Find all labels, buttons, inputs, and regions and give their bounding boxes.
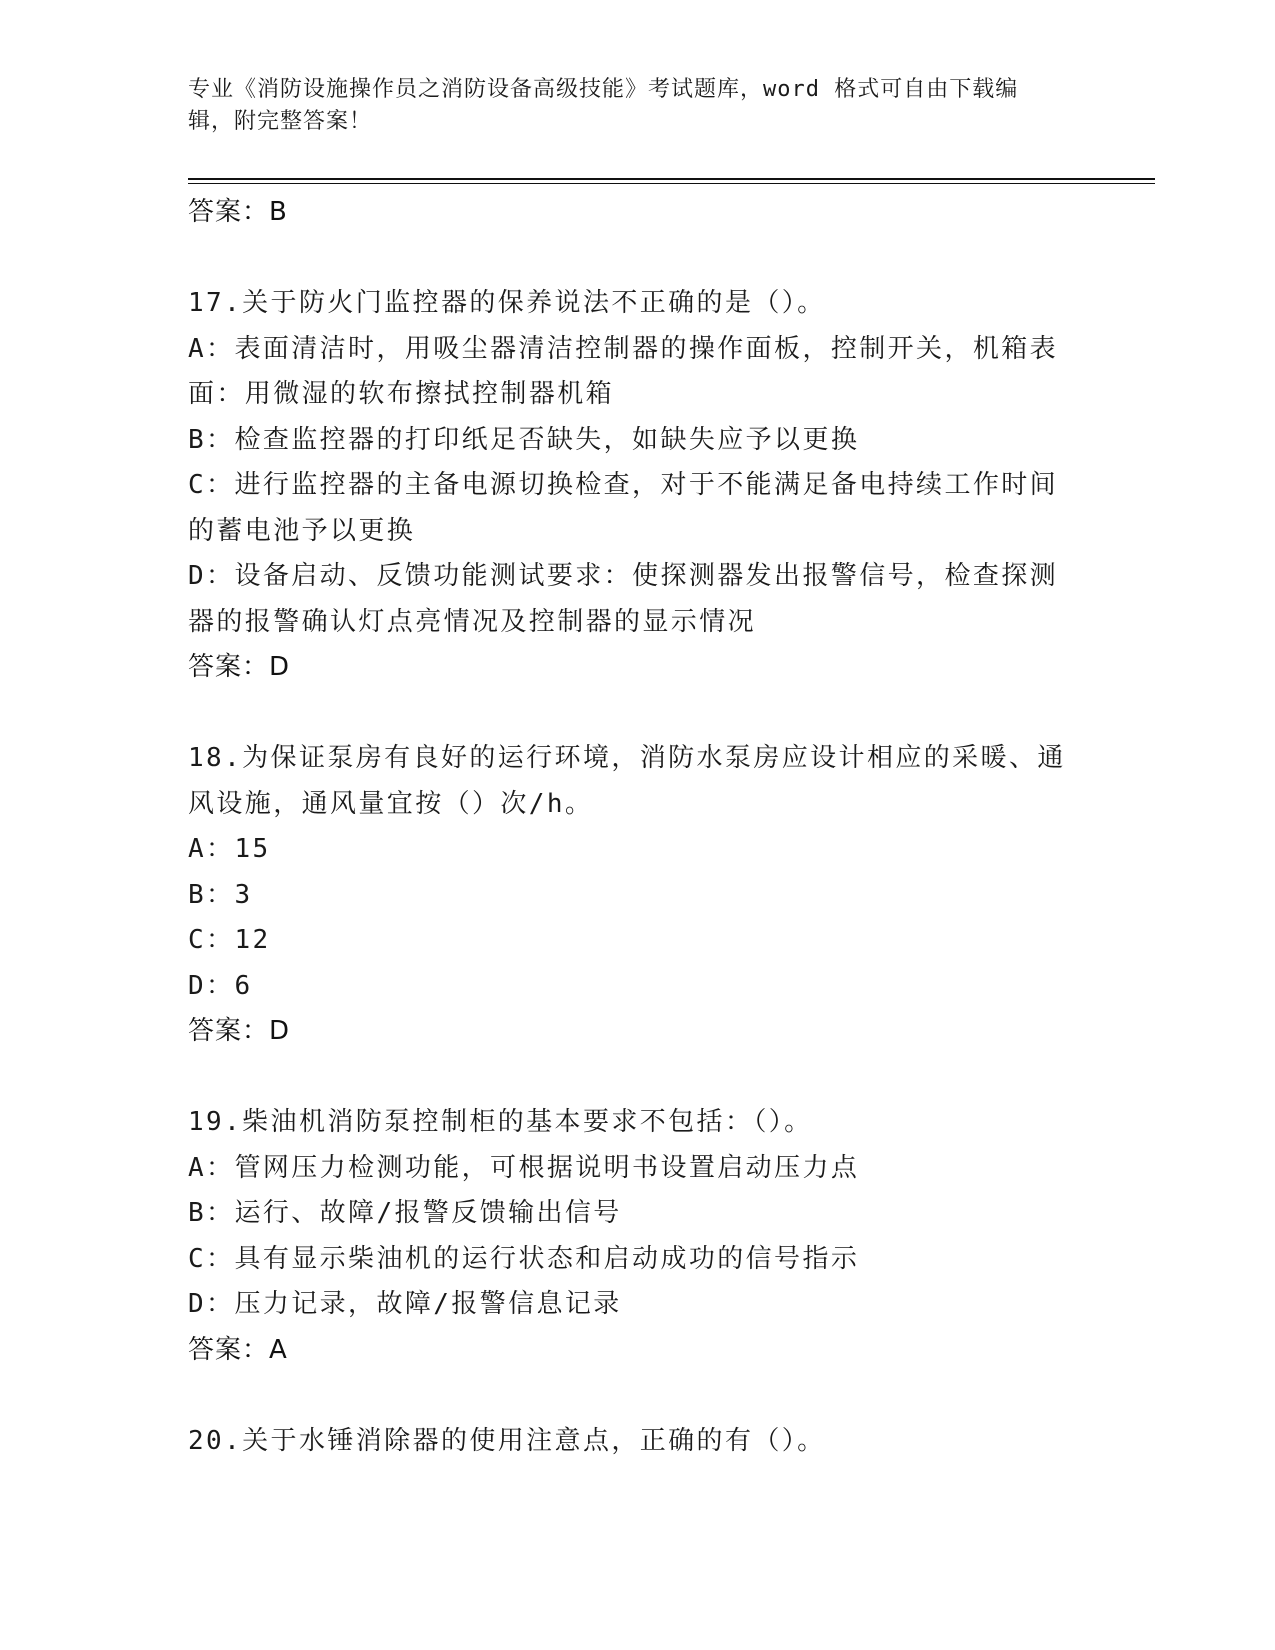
- question-stem: 17.关于防火门监控器的保养说法不正确的是（）。: [188, 288, 826, 318]
- question-stem: 19.柴油机消防泵控制柜的基本要求不包括：（）。: [188, 1107, 813, 1137]
- option-d: D：设备启动、反馈功能测试要求：使探测器发出报警信号，检查探测: [188, 561, 1059, 591]
- header-rule-thin: [188, 183, 1155, 184]
- question-stem: 20.关于水锤消除器的使用注意点，正确的有（）。: [188, 1425, 826, 1456]
- spacer: [188, 1373, 1078, 1419]
- question-18: [188, 736, 1078, 1055]
- spacer: [188, 236, 1078, 282]
- header-line-1: 专业《消防设施操作员之消防设备高级技能》考试题库，word 格式可自由下载编: [188, 77, 1019, 102]
- spacer: [188, 1055, 1078, 1101]
- question-17: [188, 281, 1078, 691]
- option-b: B：3: [188, 879, 253, 910]
- answer-16: 答案：B: [188, 197, 288, 227]
- answer: 答案：A: [188, 1334, 288, 1365]
- question-stem: 18.为保证泵房有良好的运行环境，消防水泵房应设计相应的采暖、通: [188, 743, 1066, 773]
- option-a: A：表面清洁时，用吸尘器清洁控制器的操作面板，控制开关，机箱表: [188, 333, 1059, 364]
- question-stem-continued: 风设施，通风量宜按（）次/h。: [188, 788, 594, 819]
- header-line-2: 辑，附完整答案！: [188, 109, 373, 134]
- option-a: A：15: [188, 834, 271, 864]
- option-d: D：压力记录，故障/报警信息记录: [188, 1289, 622, 1319]
- answer: 答案：D: [188, 1016, 291, 1046]
- option-d: D：6: [188, 970, 253, 1001]
- option-c-continued: 的蓄电池予以更换: [188, 515, 416, 546]
- option-c: C：具有显示柴油机的运行状态和启动成功的信号指示: [188, 1243, 860, 1274]
- spacer: [188, 691, 1078, 737]
- answer: 答案：D: [188, 652, 291, 682]
- option-d-continued: 器的报警确认灯点亮情况及控制器的显示情况: [188, 606, 757, 637]
- option-a-continued: 面：用微湿的软布擦拭控制器机箱: [188, 379, 615, 409]
- question-19: [188, 1100, 1078, 1373]
- question-list: [188, 190, 1078, 1464]
- option-b: B：运行、故障/报警反馈输出信号: [188, 1198, 622, 1228]
- header-rule-thick: [188, 178, 1155, 180]
- question-20: [188, 1419, 1078, 1465]
- option-a: A：管网压力检测功能，可根据说明书设置启动压力点: [188, 1152, 860, 1183]
- option-c: C：12: [188, 925, 271, 955]
- option-c: C：进行监控器的主备电源切换检查，对于不能满足备电持续工作时间: [188, 470, 1059, 500]
- option-b: B：检查监控器的打印纸足否缺失，如缺失应予以更换: [188, 424, 860, 455]
- document-header: [188, 74, 1088, 138]
